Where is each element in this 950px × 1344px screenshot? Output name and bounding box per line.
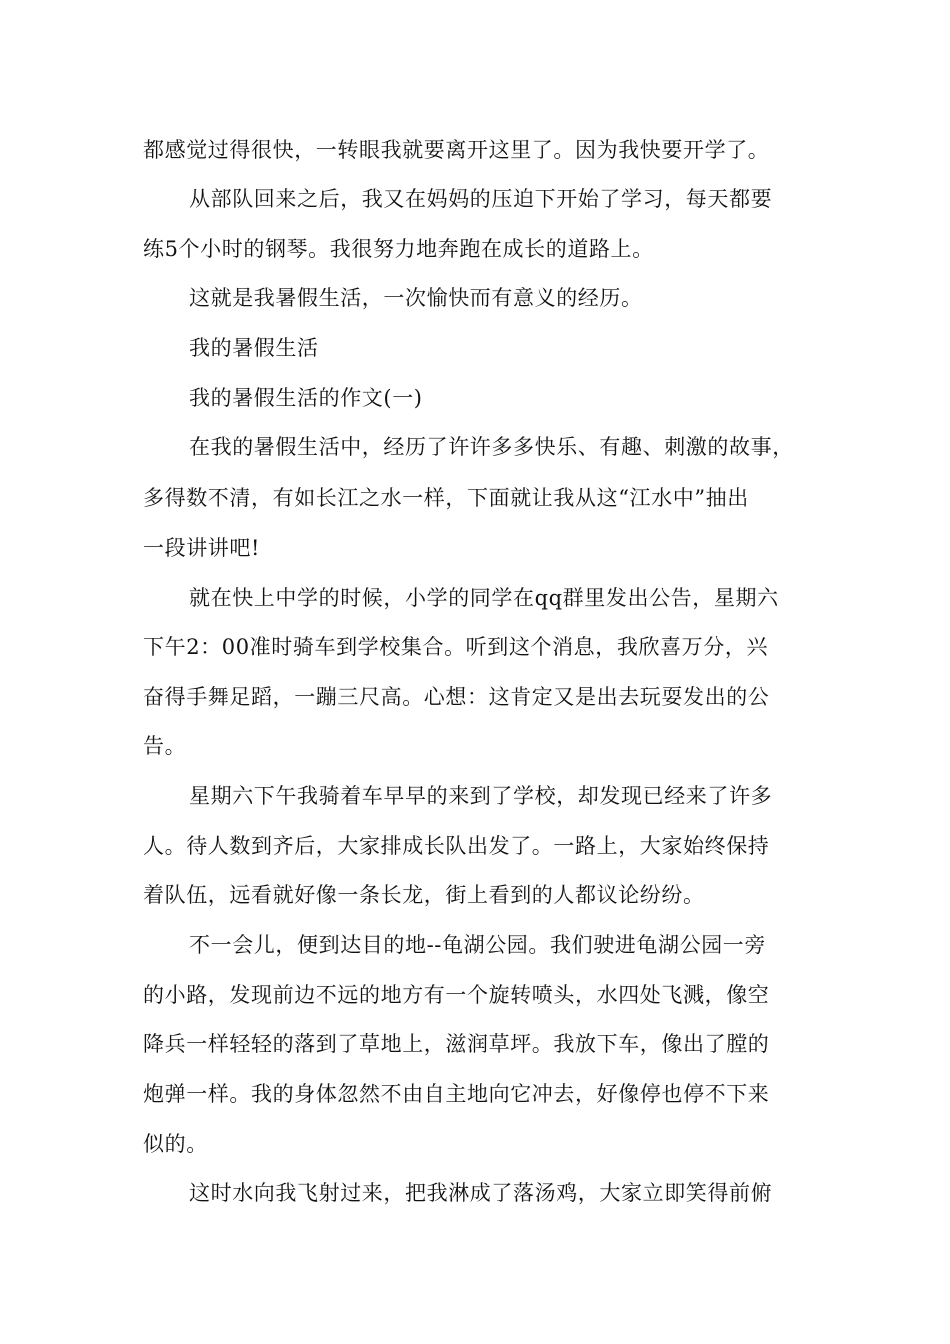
section-heading: 我的暑假生活的作文(一) bbox=[189, 386, 423, 410]
text-line: 人。待人数到齐后，大家排成长队出发了。一路上，大家始终保持 bbox=[143, 834, 770, 858]
section-heading: 我的暑假生活 bbox=[189, 336, 319, 360]
text-line: 星期六下午我骑着车早早的来到了学校，却发现已经来了许多 bbox=[189, 784, 773, 808]
text-line: 不一会儿，便到达目的地--龟湖公园。我们驶进龟湖公园一旁 bbox=[189, 933, 766, 957]
text-line: 这时水向我飞射过来，把我淋成了落汤鸡，大家立即笑得前俯 bbox=[189, 1181, 773, 1205]
text-line: 就在快上中学的时候，小学的同学在qq群里发出公告，星期六 bbox=[189, 586, 779, 610]
text-line: 告。 bbox=[143, 734, 187, 758]
text-line: 练5个小时的钢琴。我很努力地奔跑在成长的道路上。 bbox=[143, 237, 654, 261]
text-line: 的小路，发现前边不远的地方有一个旋转喷头，水四处飞溅，像空 bbox=[143, 983, 770, 1007]
text-line: 多得数不清，有如长江之水一样，下面就让我从这“江水中”抽出 bbox=[143, 486, 749, 510]
text-line: 都感觉过得很快，一转眼我就要离开这里了。因为我快要开学了。 bbox=[143, 138, 770, 162]
text-line: 降兵一样轻轻的落到了草地上，滋润草坪。我放下车，像出了膛的 bbox=[143, 1032, 770, 1056]
text-line: 一段讲讲吧! bbox=[143, 536, 261, 560]
text-line: 这就是我暑假生活，一次愉快而有意义的经历。 bbox=[189, 286, 643, 310]
text-line: 下午2：00准时骑车到学校集合。听到这个消息，我欣喜万分，兴 bbox=[143, 635, 769, 659]
text-line: 在我的暑假生活中，经历了许许多多快乐、有趣、刺激的故事， bbox=[189, 435, 794, 459]
text-line: 炮弹一样。我的身体忽然不由自主地向它冲去，好像停也停不下来 bbox=[143, 1082, 770, 1106]
text-line: 着队伍，远看就好像一条长龙，街上看到的人都议论纷纷。 bbox=[143, 883, 705, 907]
text-line: 似的。 bbox=[143, 1132, 208, 1156]
text-line: 从部队回来之后，我又在妈妈的压迫下开始了学习，每天都要 bbox=[189, 187, 773, 211]
text-line: 奋得手舞足蹈，一蹦三尺高。心想：这肯定又是出去玩耍发出的公 bbox=[143, 685, 770, 709]
